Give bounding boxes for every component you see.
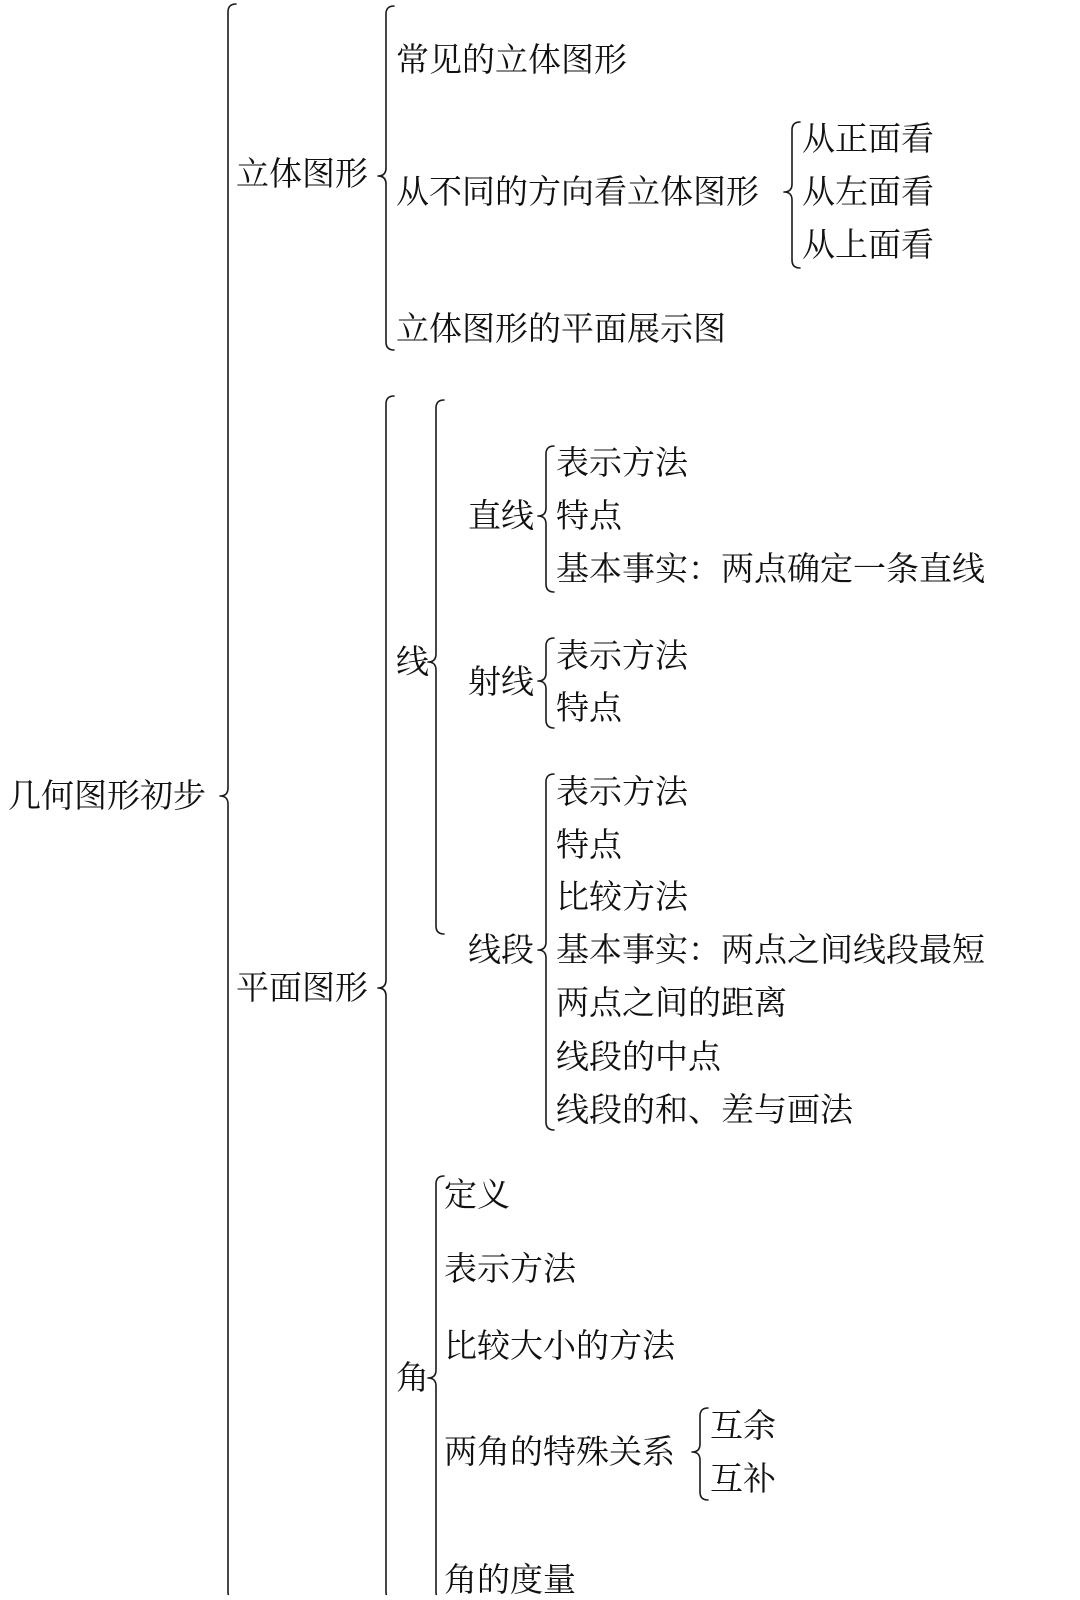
solid-common: 常见的立体图形 xyxy=(396,40,627,79)
brace-ray xyxy=(538,638,554,728)
segment-item: 线段的中点 xyxy=(556,1037,721,1076)
angle-definition: 定义 xyxy=(444,1175,510,1214)
view-left: 从左面看 xyxy=(802,172,934,211)
angle-complement: 互余 xyxy=(710,1406,776,1445)
angle-compare: 比较大小的方法 xyxy=(444,1326,675,1365)
view-top: 从上面看 xyxy=(802,225,934,264)
plane-label: 平面图形 xyxy=(236,968,368,1007)
brace-line xyxy=(428,400,444,934)
brace-views xyxy=(784,122,800,268)
segment-item: 基本事实：两点之间线段最短 xyxy=(556,930,985,969)
ray-item: 特点 xyxy=(556,688,622,727)
segment-item: 比较方法 xyxy=(556,877,688,916)
segment-item: 两点之间的距离 xyxy=(556,983,787,1022)
brace-root xyxy=(220,4,236,1595)
brace-straight xyxy=(538,446,554,592)
brace-special xyxy=(692,1408,708,1500)
brace-angle xyxy=(428,1176,444,1595)
angle-notation: 表示方法 xyxy=(444,1249,576,1288)
solid-views-label: 从不同的方向看立体图形 xyxy=(396,172,759,211)
root-label: 几何图形初步 xyxy=(8,776,206,815)
solid-label: 立体图形 xyxy=(236,154,368,193)
ray-label: 射线 xyxy=(468,662,534,701)
view-front: 从正面看 xyxy=(802,119,934,158)
ray-item: 表示方法 xyxy=(556,636,688,675)
solid-unfold: 立体图形的平面展示图 xyxy=(396,309,726,348)
straight-item: 基本事实：两点确定一条直线 xyxy=(556,549,985,588)
segment-label: 线段 xyxy=(468,930,534,969)
line-label: 线 xyxy=(396,642,429,681)
angle-supplement: 互补 xyxy=(710,1459,776,1498)
angle-special-label: 两角的特殊关系 xyxy=(444,1432,675,1471)
segment-item: 表示方法 xyxy=(556,772,688,811)
straight-item: 表示方法 xyxy=(556,443,688,482)
segment-item: 特点 xyxy=(556,825,622,864)
segment-item: 线段的和、差与画法 xyxy=(556,1090,853,1129)
angle-measure: 角的度量 xyxy=(444,1560,576,1599)
brace-solid xyxy=(378,6,394,350)
angle-label: 角 xyxy=(396,1358,429,1397)
straight-item: 特点 xyxy=(556,496,622,535)
straight-label: 直线 xyxy=(468,496,534,535)
brace-segment xyxy=(538,774,554,1130)
brace-plane xyxy=(378,396,394,1595)
